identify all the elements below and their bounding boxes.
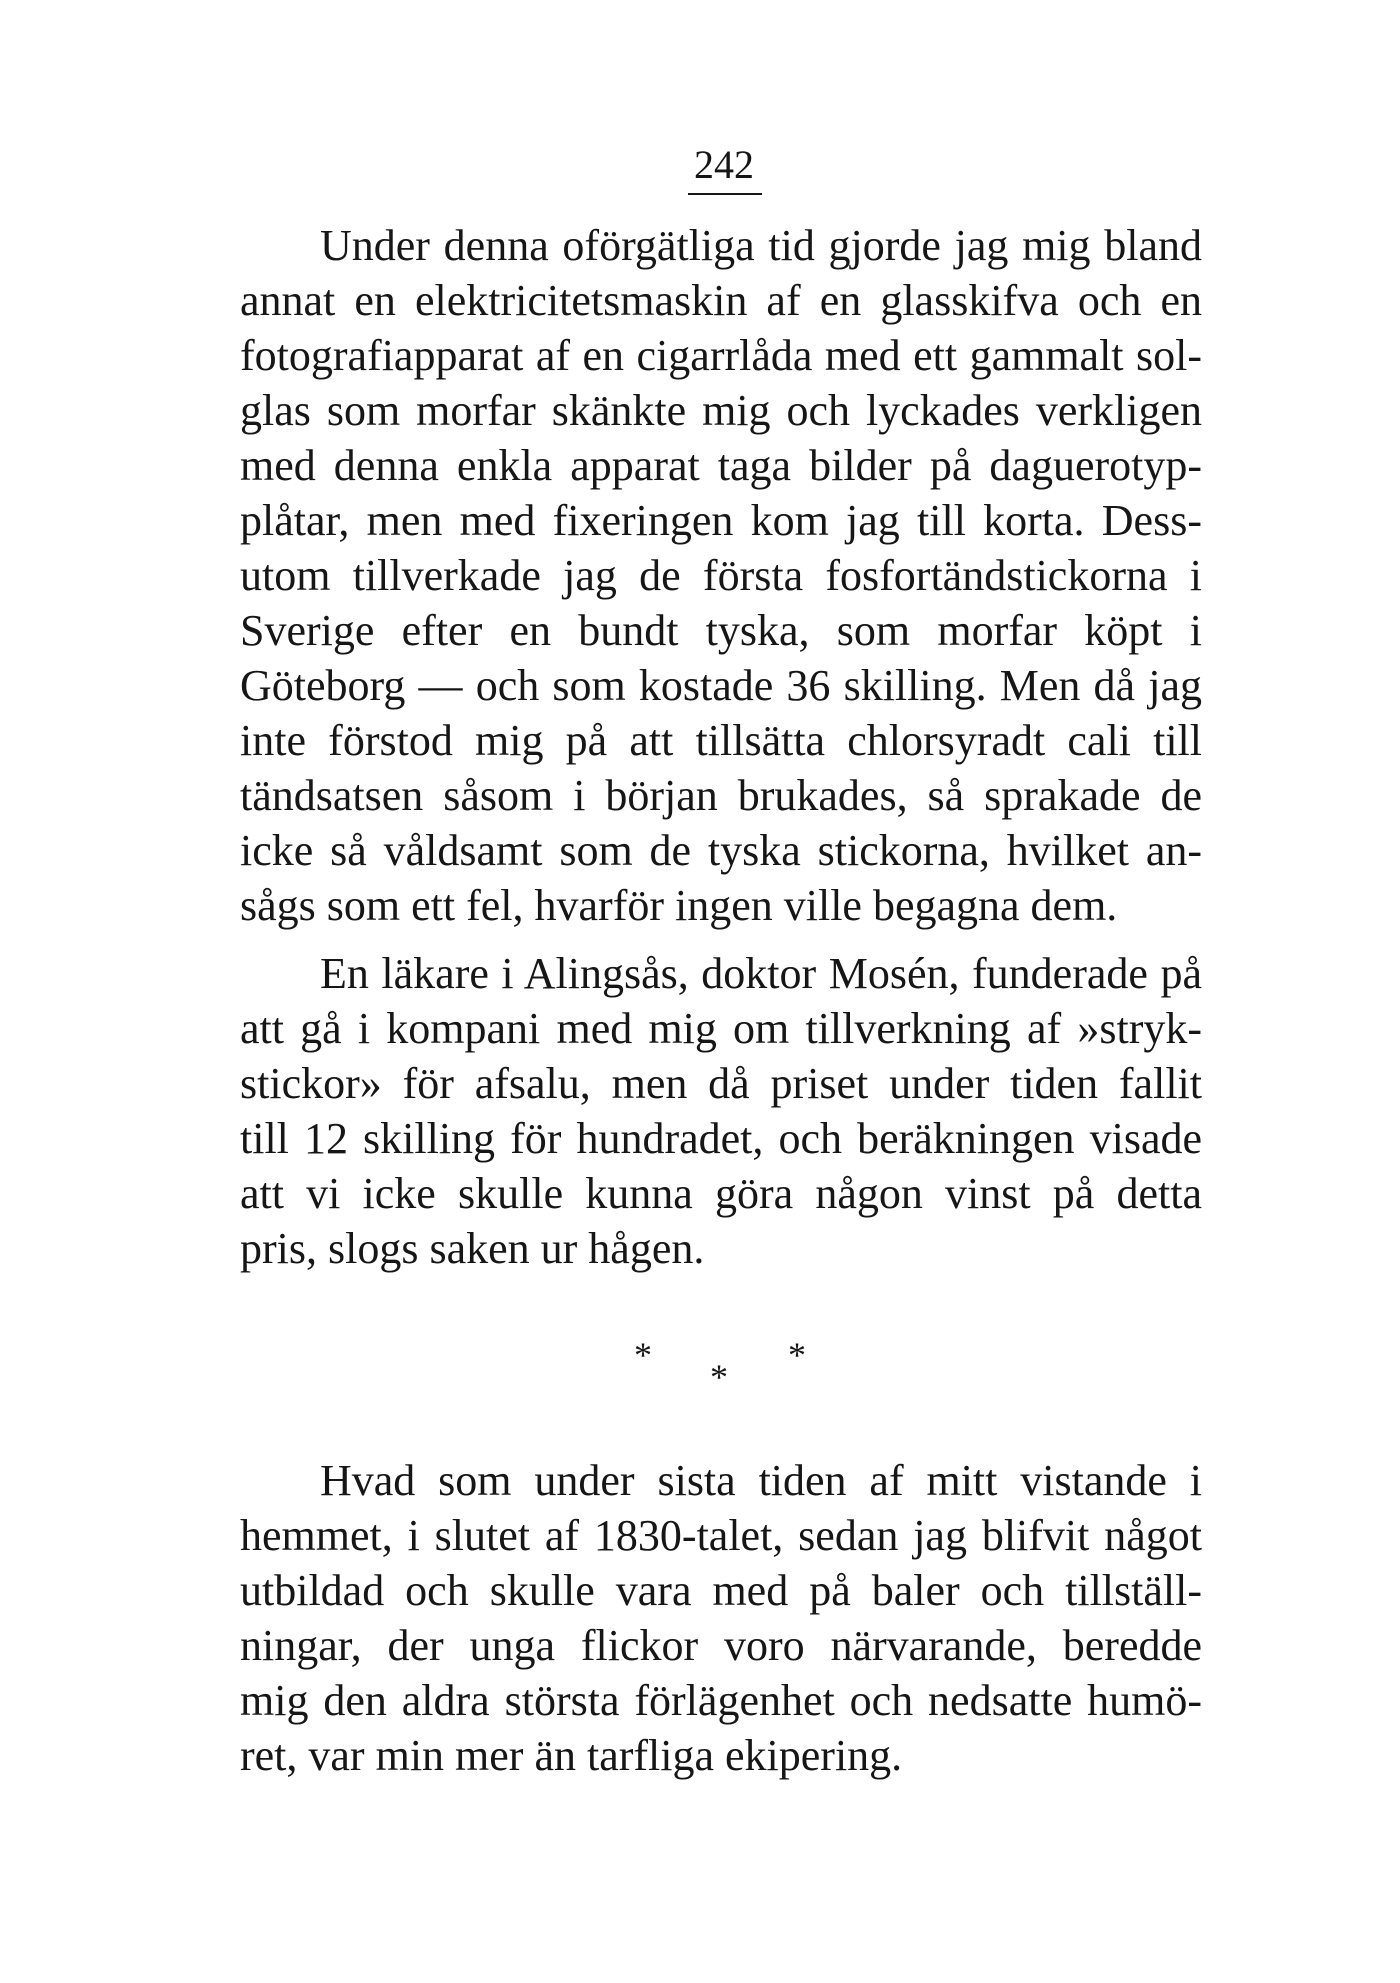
paragraph-3-line-1: Hvad som under sista tiden af mitt vistande i	[320, 1456, 1202, 1505]
section-break-asterisk-center: *	[710, 1357, 728, 1397]
paragraph-2-line-2: att gå i kompani med mig om tillverkning af »stryk-	[240, 1004, 1202, 1053]
page-number-underline	[688, 193, 762, 195]
page-number: 242	[694, 142, 754, 187]
paragraph-1-line-9: Göteborg — och som kostade 36 skilling. Men då jag	[240, 661, 1202, 710]
paragraph-1-line-11: tändsatsen såsom i början brukades, så sprakade de	[240, 771, 1202, 820]
paragraph-1-line-2: annat en elektricitetsmaskin af en glasskifva och en	[240, 276, 1202, 325]
section-break-asterisk-right: *	[788, 1335, 806, 1375]
paragraph-3-line-3: utbildad och skulle vara med på baler och tillställ-	[240, 1566, 1202, 1615]
paragraph-1-line-1: Under denna oförgätliga tid gjorde jag mig bland	[320, 221, 1202, 270]
paragraph-2-line-5: att vi icke skulle kunna göra någon vinst på detta	[240, 1169, 1202, 1218]
paragraph-1-line-5: med denna enkla apparat taga bilder på daguerotyp-	[240, 441, 1202, 490]
paragraph-3-line-4: ningar, der unga flickor voro närvarande, beredde	[240, 1621, 1202, 1670]
paragraph-1-line-12: icke så våldsamt som de tyska stickorna, hvilket an-	[240, 826, 1202, 875]
paragraph-1-line-8: Sverige efter en bundt tyska, som morfar köpt i	[240, 606, 1202, 655]
paragraph-1-line-10: inte förstod mig på att tillsätta chlorsyradt cali till	[240, 716, 1202, 765]
paragraph-1-line-6: plåtar, men med fixeringen kom jag till korta. Dess-	[240, 496, 1202, 545]
paragraph-1-line-3: fotografiapparat af en cigarrlåda med ett gammalt sol-	[240, 331, 1202, 380]
section-break-asterisk-left: *	[634, 1335, 652, 1375]
paragraph-1-line-4: glas som morfar skänkte mig och lyckades verkligen	[240, 386, 1202, 435]
paragraph-1-line-13: sågs som ett fel, hvarför ingen ville begagna dem.	[240, 881, 1118, 930]
paragraph-3-line-2: hemmet, i slutet af 1830-talet, sedan jag blifvit något	[240, 1511, 1202, 1560]
paragraph-3-line-6: ret, var min mer än tarfliga ekipering.	[240, 1731, 903, 1780]
paragraph-2-line-3: stickor» för afsalu, men då priset under tiden fallit	[240, 1059, 1202, 1108]
paragraph-2-line-1: En läkare i Alingsås, doktor Mosén, funderade på	[320, 949, 1202, 998]
paragraph-3-line-5: mig den aldra största förlägenhet och nedsatte humö-	[240, 1676, 1202, 1725]
paragraph-2-line-4: till 12 skilling för hundradet, och beräkningen visade	[240, 1114, 1202, 1163]
paragraph-2-line-6: pris, slogs saken ur hågen.	[240, 1224, 705, 1273]
paragraph-1-line-7: utom tillverkade jag de första fosfortändstickorna i	[240, 551, 1202, 600]
